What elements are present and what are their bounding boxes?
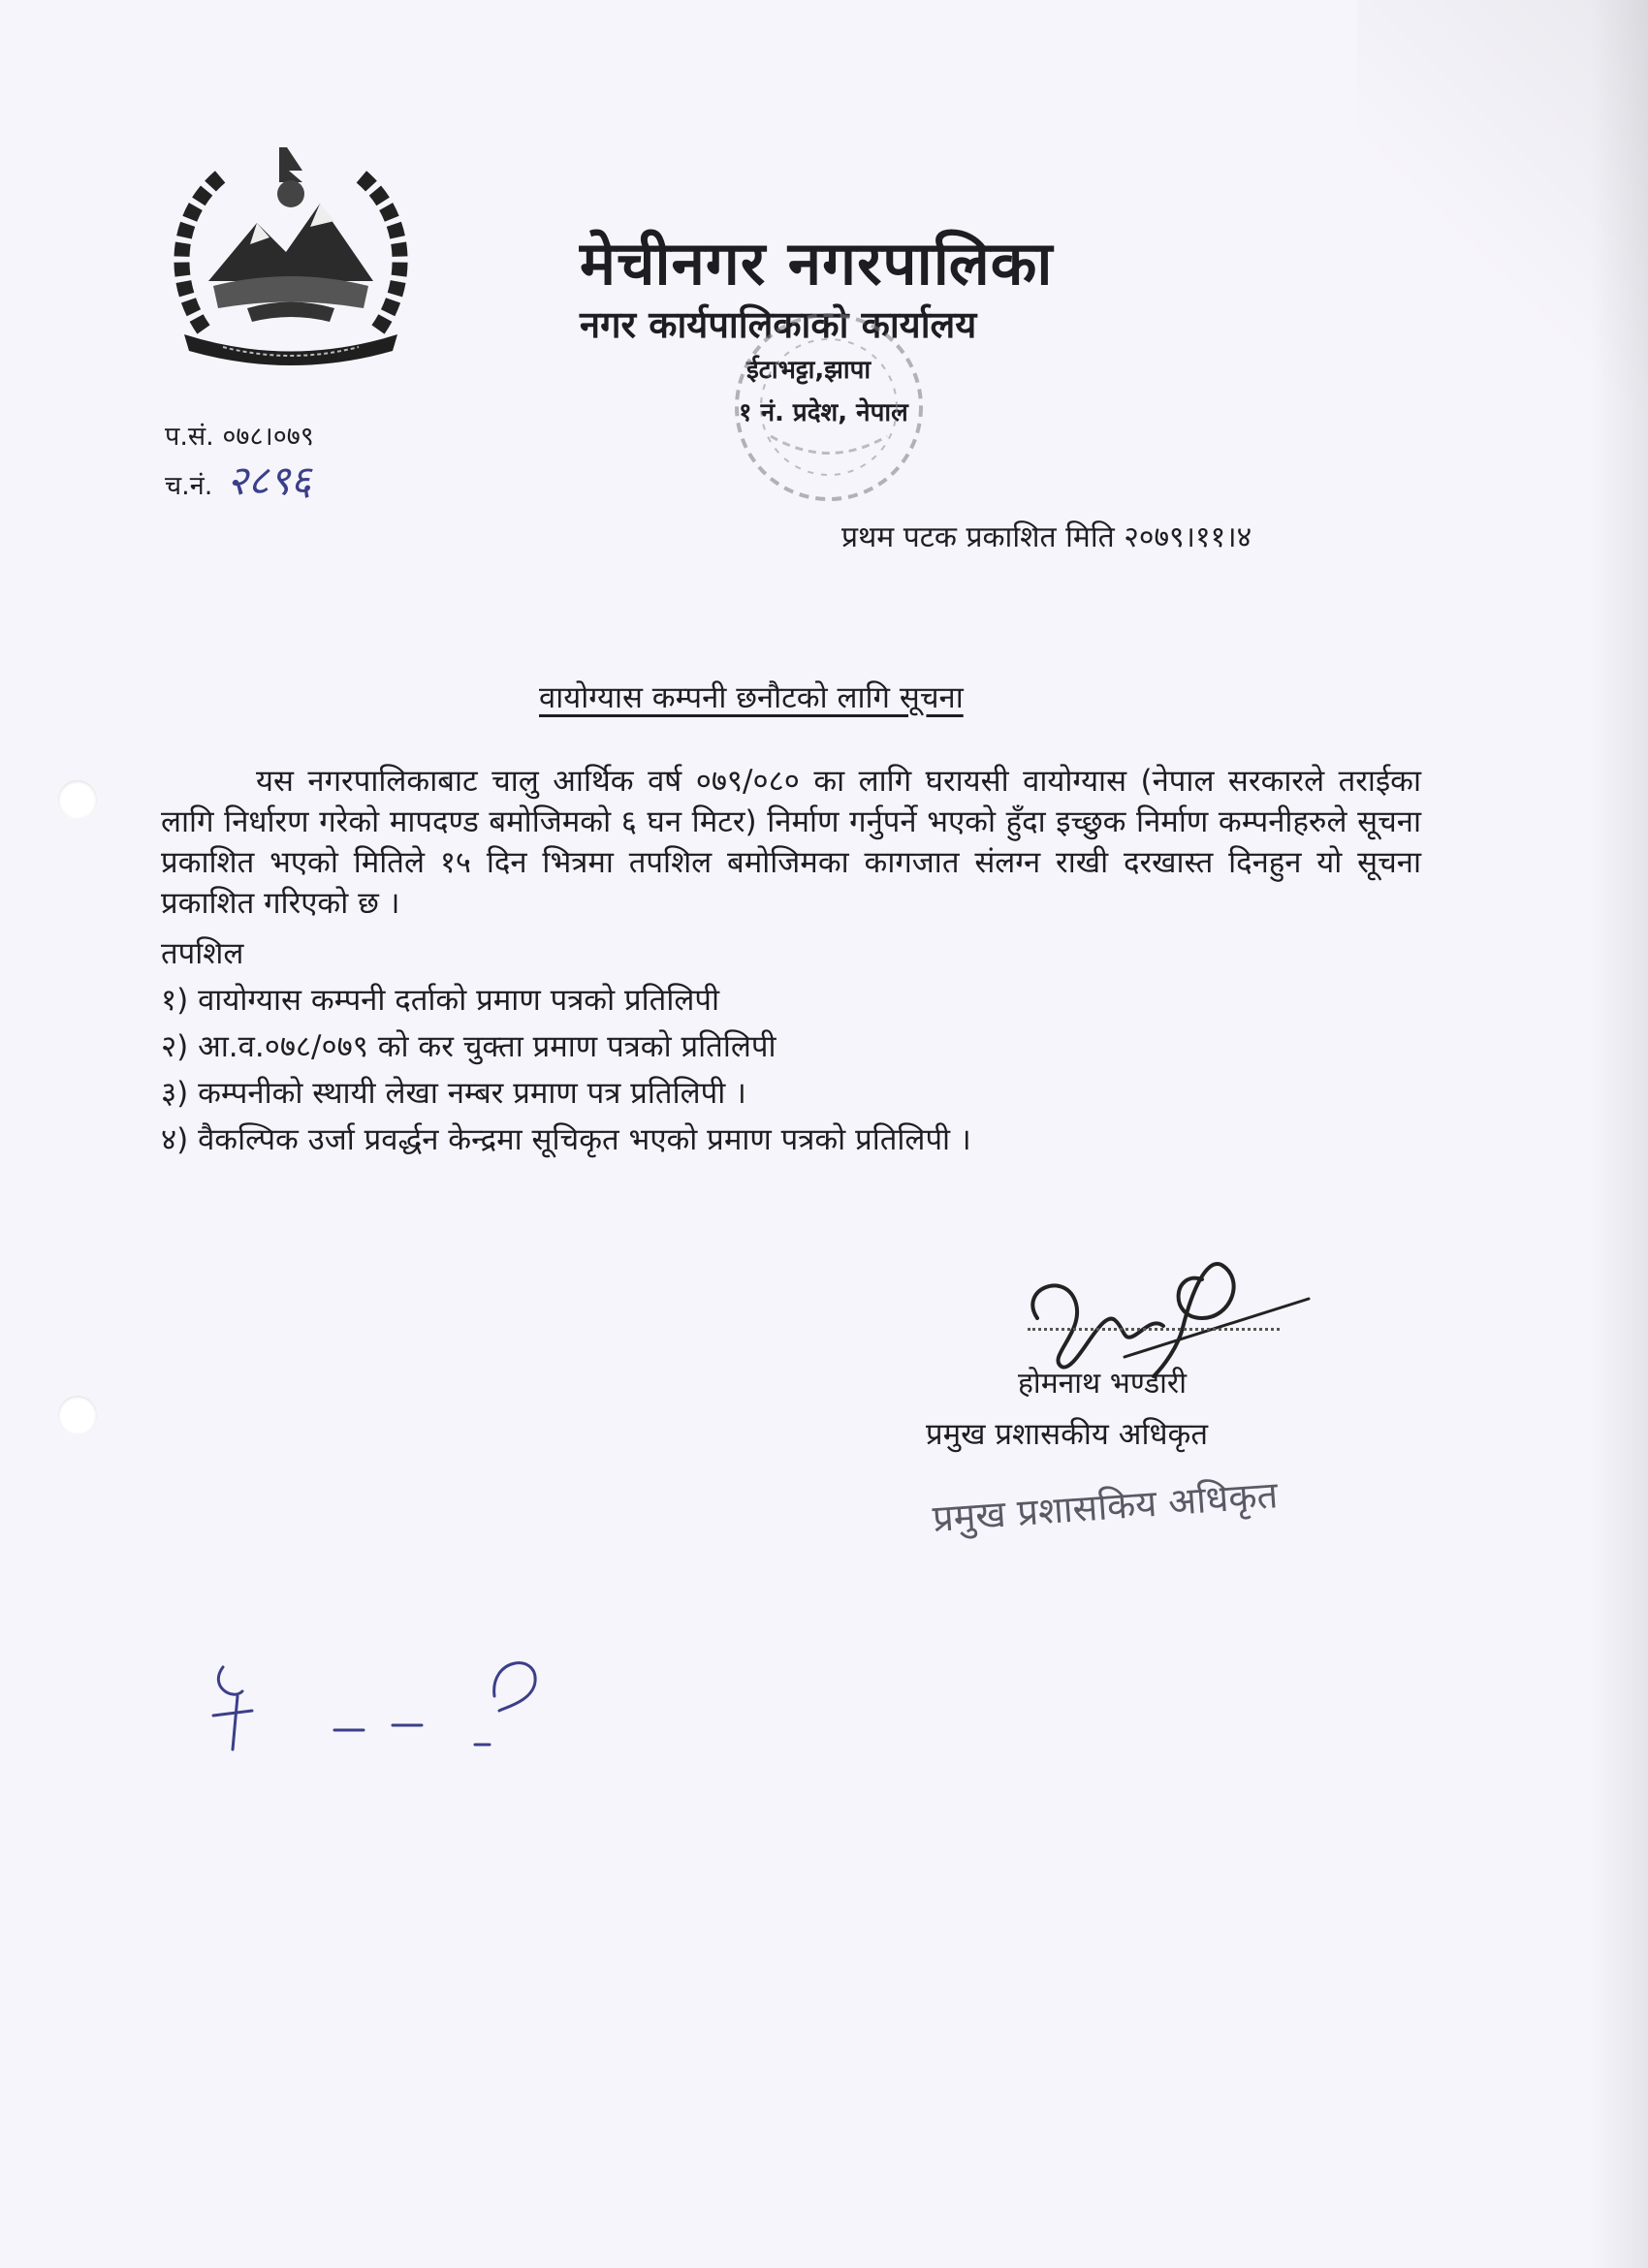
designation-stamp: प्रमुख प्रशासकिय अधिकृत (931, 1473, 1280, 1540)
letter-number-value: ०७८।०७९ (222, 422, 314, 452)
signature-line (1028, 1328, 1280, 1331)
dispatch-number-label: च.नं. (165, 471, 213, 501)
details-heading: तपशिल (161, 936, 244, 971)
list-item: ४) वैकल्पिक उर्जा प्रवर्द्धन केन्द्रमा सूचिकृत भएको प्रमाण पत्रको प्रतिलिपी । (161, 1122, 971, 1157)
list-item: १) वायोग्यास कम्पनी दर्ताको प्रमाण पत्रको प्रतिलिपी (161, 983, 720, 1018)
letter-number-label: प.सं. (165, 422, 214, 452)
dispatch-number (165, 452, 311, 507)
municipality-name: मेचीनगर नगरपालिका (580, 228, 1054, 299)
signatory-name: होमनाथ भण्डारी (1018, 1367, 1187, 1401)
signatory-designation: प्रमुख प्रशासकीय अधिकृत (926, 1417, 1209, 1452)
corner-crease (1357, 0, 1648, 678)
office-seal-stamp-icon (698, 291, 960, 523)
notice-body: यस नगरपालिकाबाट चालु आर्थिक वर्ष ०७९/०८० का लागि घरायसी वायोग्यास (नेपाल सरकारले तराईका लागि निर्धारण गरेको मापदण्ड बमोजिमको ६ घन मिटर) निर्माण गर्नुपर्ने भएको हुँदा इच्छुक निर्माण कम्पनीहरुले सूचना प्रकाशित भएको मितिले १५ दिन भित्रमा तपशिल बमोजिमका कागजात संलग्न राखी दरखास्त दिनहुन यो सूचना प्रकाशित गरिएको छ । (161, 764, 1421, 921)
nepal-emblem-icon (165, 136, 417, 368)
list-item: २) आ.व.०७८/०७९ को कर चुक्ता प्रमाण पत्रको प्रतिलिपी (161, 1029, 776, 1064)
office-location: ईटाभट्टा,झापा (746, 356, 872, 385)
letter-number (165, 417, 314, 453)
handwritten-scribble-icon (194, 1638, 582, 1764)
office-province: १ नं. प्रदेश, नेपाल (739, 398, 908, 427)
dispatch-number-value: २८९६ (226, 457, 312, 504)
publish-date: प्रथम पटक प्रकाशित मिति २०७९।११।४ (841, 520, 1252, 554)
notice-title: वायोग्यास कम्पनी छनौटको लागि सूचना (539, 680, 964, 715)
list-item: ३) कम्पनीको स्थायी लेखा नम्बर प्रमाण पत्र प्रतिलिपी । (161, 1076, 746, 1111)
punch-hole-top (58, 780, 97, 819)
office-name: नगर कार्यपालिकाको कार्यालय (580, 303, 977, 346)
punch-hole-bottom (58, 1396, 97, 1434)
